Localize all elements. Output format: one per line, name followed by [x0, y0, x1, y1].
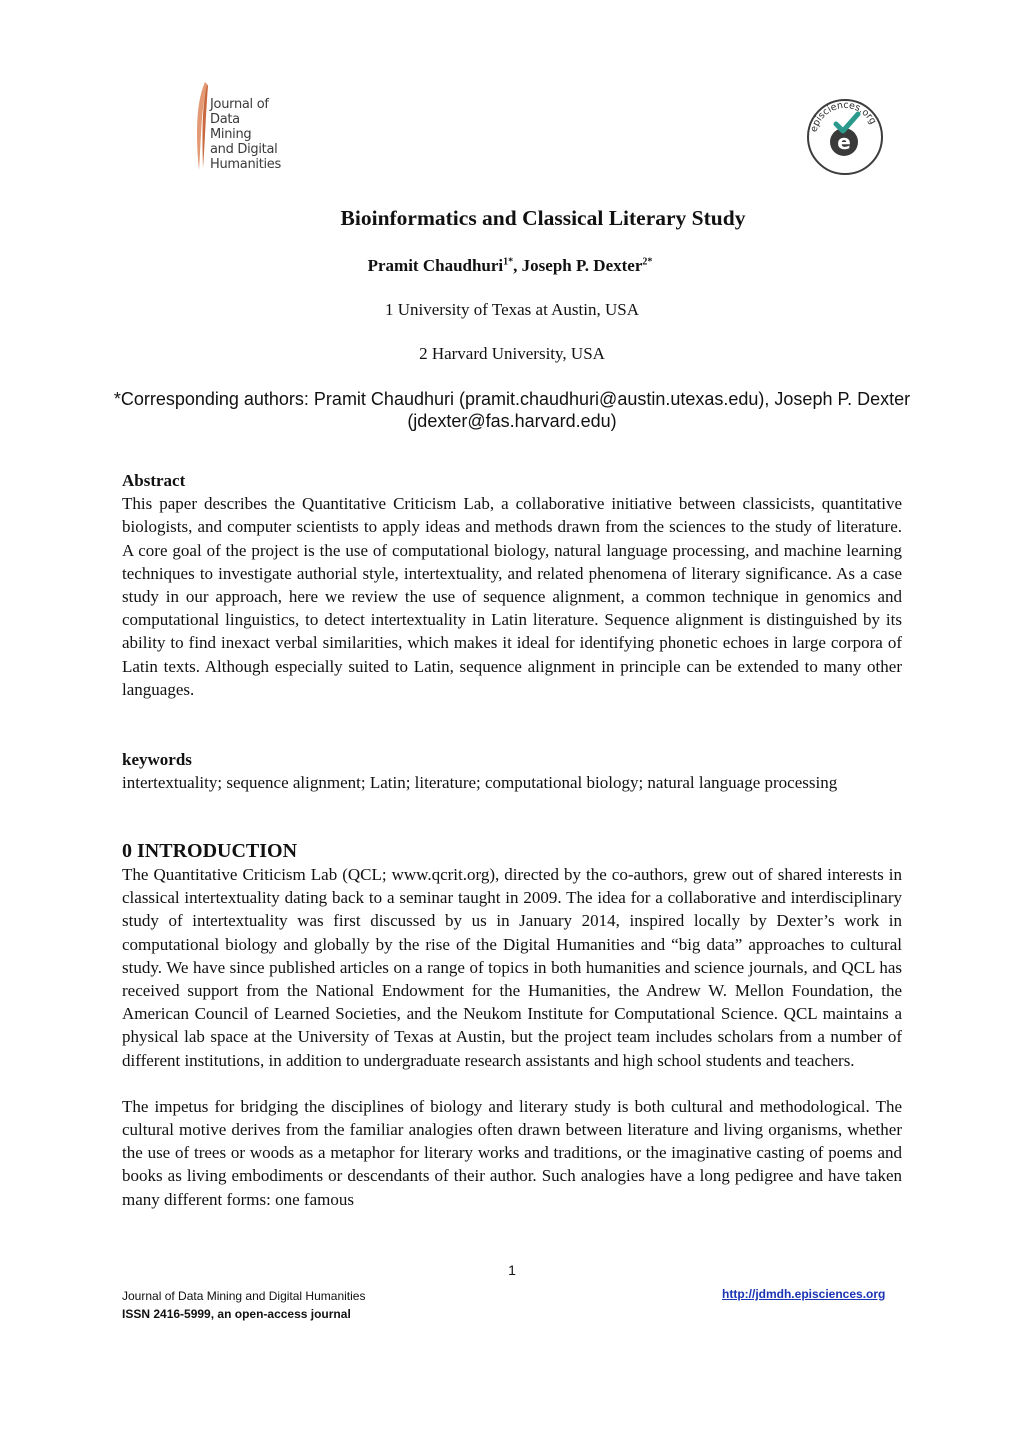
keywords-text: intertextuality; sequence alignment; Latin; literature; computational biology; natural language processing [122, 773, 838, 793]
introduction-section [122, 840, 902, 1211]
author-name: Pramit Chaudhuri [367, 256, 504, 275]
corresponding-authors: *Corresponding authors: Pramit Chaudhuri (pramit.chaudhuri@austin.utexas.edu), Joseph P. Dexter (jdexter@fas.harvard.edu) [113, 389, 911, 431]
journal-logo-mark-icon [193, 80, 209, 172]
footer-journal-link[interactable]: http://jdmdh.episciences.org [722, 1287, 886, 1301]
author-line [0, 256, 1020, 276]
footer-journal-info [122, 1287, 365, 1323]
keywords-section [122, 748, 902, 794]
abstract-text: This paper describes the Quantitative Criticism Lab, a collaborative initiative between classicists, quantitative biologists, and computer scientists to apply ideas and methods drawn from the sciences to the study of literature. A core goal of the project is the use of computational biology, natural language processing, and machine learning techniques to investigate authorial style, intertextuality, and related phenomena of literary significance. As a case study in our approach, here we review the use of sequence alignment, a common technique in genomics and computational linguistics, to detect intertextuality in Latin literature. Sequence alignment is distinguished by its ability to find inexact verbal similarities, which makes it ideal for identifying phonetic echoes in large corpora of Latin texts. Although especially suited to Latin, sequence alignment in principle can be extended to many other languages. [122, 494, 902, 699]
author-name: , Joseph P. Dexter [513, 256, 643, 275]
introduction-paragraph: The Quantitative Criticism Lab (QCL; www.qcrit.org), directed by the co-authors, grew out of shared interests in classical intertextuality dating back to a seminar taught in 2009. The idea for a collaborative and interdisciplinary study of intertextuality was first discussed by us in January 2014, inspired locally by Dexter’s work in computational biology and globally by the rise of the Digital Humanities and “big data” approaches to cultural study. We have since published articles on a range of topics in both humanities and science journals, and QCL has received support from the National Endowment for the Humanities, the Andrew W. Mellon Foundation, the American Council of Learned Societies, and the Neukom Institute for Computational Science. QCL maintains a physical lab space at the University of Texas at Austin, but the project team includes scholars from a number of different institutions, in addition to undergraduate research assistants and high school students and teachers. [122, 865, 902, 1070]
affiliation: 1 University of Texas at Austin, USA [385, 300, 639, 319]
episciences-logo-icon [806, 98, 884, 176]
abstract-section [122, 469, 902, 701]
affiliation: 2 Harvard University, USA [419, 344, 605, 363]
keywords-heading: keywords [122, 750, 192, 769]
journal-logo [193, 80, 283, 174]
journal-logo-text: Journal of Data Mining and Digital Humanities [210, 97, 281, 172]
abstract-heading: Abstract [122, 471, 186, 490]
author-affiliation-marker: 2* [642, 256, 653, 268]
introduction-paragraph: The impetus for bridging the disciplines of biology and literary study is both cultural and methodological. The cultural motive derives from the familiar analogies often drawn between literature and living organisms, whether the use of trees or woods as a metaphor for literary works and traditions, or the imaginative casting of poems and books as living embodiments or descendants of their author. Such analogies have a long pedigree and have taken many different forms: one famous [122, 1096, 902, 1209]
introduction-heading: 0 INTRODUCTION [122, 840, 298, 862]
svg-text:e: e [837, 130, 851, 154]
paper-title: Bioinformatics and Classical Literary Study [340, 206, 746, 230]
svg-text:episciences.org: episciences.org [808, 99, 879, 134]
page-number: 1 [508, 1262, 516, 1278]
footer-journal-name: Journal of Data Mining and Digital Humanities [122, 1289, 366, 1303]
author-affiliation-marker: 1* [503, 256, 514, 268]
footer-issn: ISSN 2416-5999, an open-access journal [122, 1307, 351, 1321]
